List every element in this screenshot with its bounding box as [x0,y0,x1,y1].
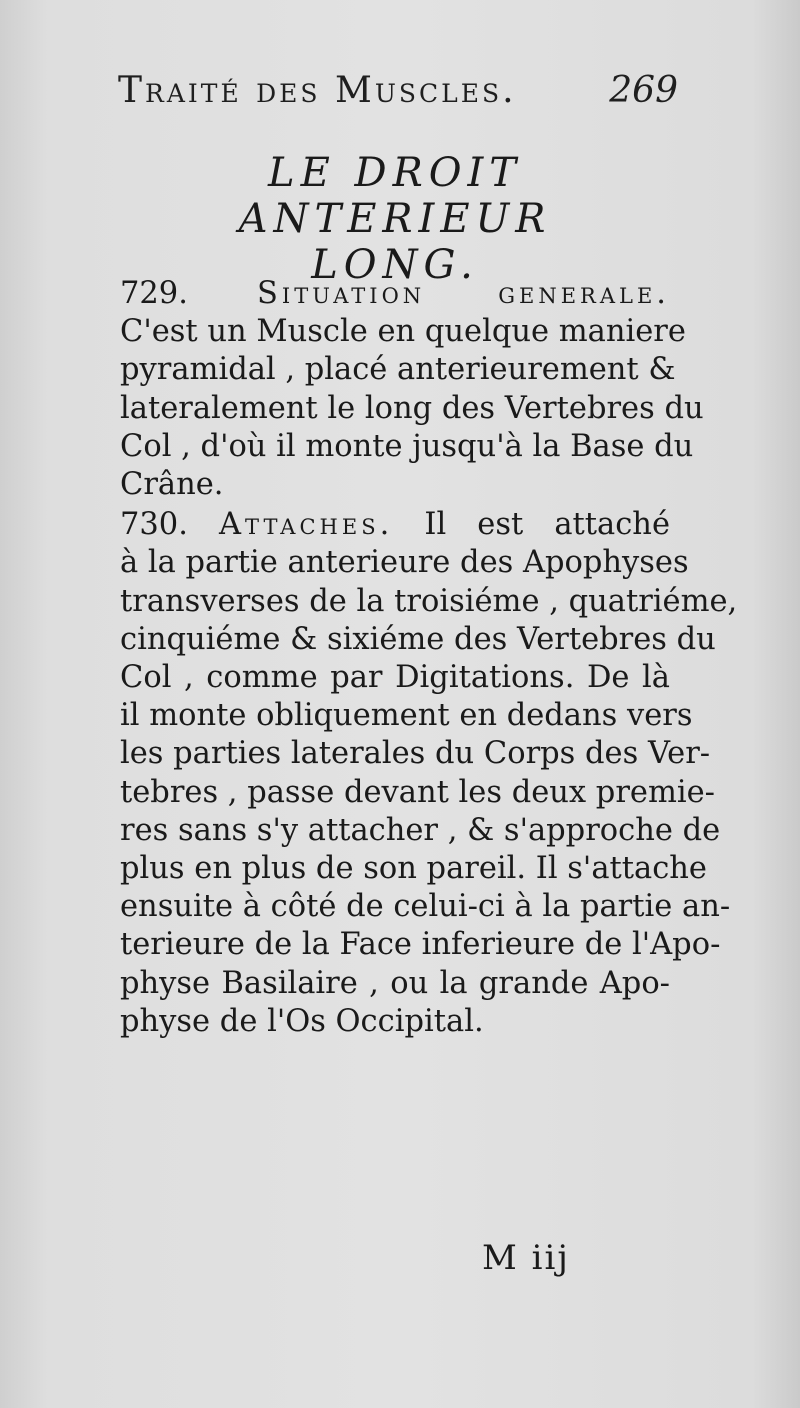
text-line: pyramidal , placé anterieurement & [120,352,676,388]
text-line: transverses de la troisiéme , quatriéme, [120,583,738,619]
section-title: Situation generale. [257,276,670,311]
text-line: ensuite à côté de celui-ci à la partie an- [120,889,731,925]
page-body [84,275,738,1041]
text-line: terieure de la Face inferieure de l'Apo- [120,927,721,963]
text-line: res sans s'y attacher , & s'approche de [120,812,721,848]
chapter-heading [110,150,680,288]
section-number: 729. [120,276,188,311]
text-line: il monte obliquement en dedans vers [120,698,693,734]
text-line: lateralement le long des Vertebres du [120,390,704,426]
page-number: 269 [609,70,678,111]
text-line: cinquiéme & sixiéme des Vertebres du [120,621,716,657]
text-line: à la partie anterieure des Apophyses [120,545,689,581]
text-line: tebres , passe devant les deux premie- [120,774,715,810]
heading-line-2: LONG. [311,242,479,288]
text-line: Col , d'où il monte jusqu'à la Base du [120,428,694,464]
page-header [118,70,678,120]
signature-mark: M iij [482,1238,570,1278]
text-line: plus en plus de son pareil. Il s'attache [120,851,707,887]
section-title: Attaches. [219,507,394,543]
section-number: 730. [120,507,188,543]
paragraph-729-heading-line [84,275,670,313]
paragraph-730-heading-line [84,506,670,544]
heading-line-1: LE DROIT ANTERIEUR [238,150,552,242]
text-line: physe de l'Os Occipital. [120,1003,484,1039]
text-line: physe Basilaire , ou la grande Apo- [120,965,670,1001]
text-line: Col , comme par Digitations. De là [120,660,670,696]
text-line: C'est un Muscle en quelque maniere [120,314,686,350]
paragraph-730 [84,506,738,1041]
text-line: les parties laterales du Corps des Ver- [120,736,711,772]
paragraph-729 [84,275,704,504]
text-line: Crâne. [120,467,224,503]
running-title: Traité des Muscles. [118,70,517,111]
text-fragment: Il est attaché [424,507,671,543]
